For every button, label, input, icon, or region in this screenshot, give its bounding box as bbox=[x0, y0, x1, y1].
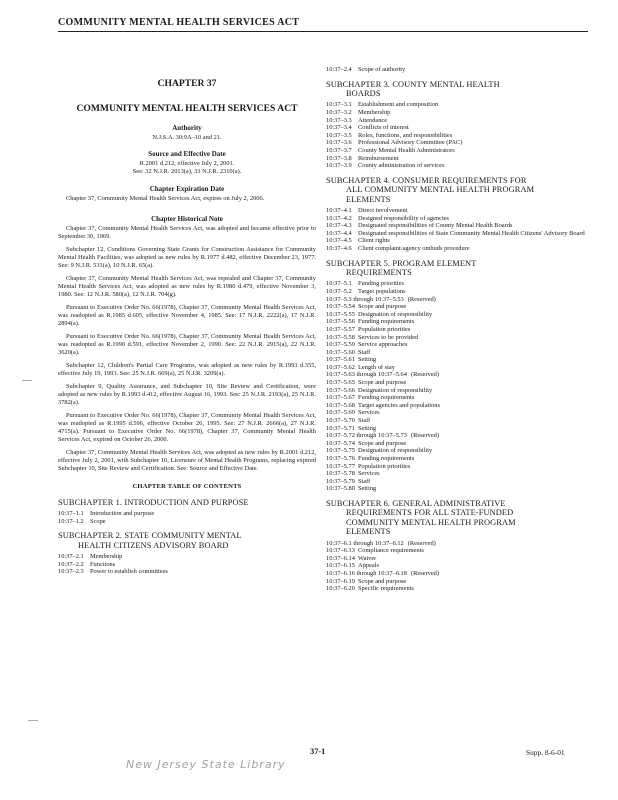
toc-entry-number: 10:37–5.54 bbox=[326, 303, 355, 311]
toc-entry bbox=[326, 463, 588, 471]
toc-entry bbox=[326, 470, 588, 478]
toc-entry bbox=[326, 318, 588, 326]
toc-entry-title: Designated responsibilities of County Mental Health Boards bbox=[358, 222, 513, 230]
toc-entry-title: Target agencies and populations bbox=[358, 401, 440, 409]
toc-entry bbox=[326, 379, 588, 387]
history-paragraph: Chapter 37, Community Mental Health Services Act, was adopted and became effective prior to September 30, 1969. bbox=[58, 224, 316, 240]
subchapter-5-title bbox=[326, 259, 588, 278]
toc-entry-number: 10:37–5.59 bbox=[326, 341, 355, 349]
source-line-2: See: 32 N.J.R. 2013(a), 33 N.J.R. 2310(a). bbox=[132, 168, 242, 176]
toc-entry-title: Funding requirements bbox=[358, 394, 415, 402]
toc-entry-title: Designed responsibility of agencies bbox=[358, 214, 450, 222]
toc-entry bbox=[326, 394, 588, 402]
toc-entry-title: Funding requirements bbox=[358, 318, 415, 326]
toc-entry bbox=[326, 215, 588, 223]
toc-entry bbox=[326, 432, 588, 440]
toc-entry-title: Services to be provided bbox=[358, 333, 419, 341]
chapter-title: COMMUNITY MENTAL HEALTH SERVICES ACT bbox=[76, 103, 298, 114]
toc-entry bbox=[58, 568, 316, 576]
expiration-text: Chapter 37, Community Mental Health Services Act, expires on July 2, 2006. bbox=[66, 194, 265, 202]
toc-entry-title: Designation of responsibility bbox=[358, 310, 433, 318]
subchapter-4-title bbox=[326, 176, 588, 204]
authority-text: N.J.S.A. 30:9A–10 and 21. bbox=[152, 134, 222, 141]
subchapter-5-title-line-1: SUBCHAPTER 5. PROGRAM ELEMENT bbox=[326, 258, 477, 268]
toc-entry bbox=[326, 578, 588, 586]
toc-entry-title: (Reserved) bbox=[410, 371, 439, 379]
toc-entry-number: 10:37–5.80 bbox=[326, 485, 355, 493]
toc-entry-title: County Mental Health Administrators bbox=[358, 146, 455, 154]
toc-entry-number: 10:37–2.1 bbox=[58, 553, 84, 561]
toc-entry-number: 10:37–3.2 bbox=[326, 109, 352, 116]
toc-entry-title: (Reserved) bbox=[407, 539, 436, 547]
toc-entry-title: Staff bbox=[358, 417, 371, 425]
toc-entry bbox=[326, 387, 588, 395]
toc-entry bbox=[326, 562, 588, 570]
toc-entry-number: 10:37–6.19 bbox=[326, 577, 355, 585]
toc-entry-number: 10:37–5.71 bbox=[326, 424, 355, 432]
subchapter-6-title-line-2: REQUIREMENTS FOR ALL STATE-FUNDED bbox=[346, 508, 514, 518]
subchapter-3-title-line-1: SUBCHAPTER 3. COUNTY MENTAL HEALTH bbox=[326, 79, 500, 89]
toc-entry-title: Compliance requirements bbox=[358, 547, 424, 555]
toc-entry-number: 10:37–3.4 bbox=[326, 124, 352, 132]
toc-entry-title: Funding requirements bbox=[358, 455, 415, 462]
toc-entry-number: 10:37–3.3 bbox=[326, 116, 352, 124]
toc-entry bbox=[58, 510, 316, 518]
left-column bbox=[58, 70, 316, 579]
toc-entry bbox=[58, 561, 316, 569]
toc-heading: CHAPTER TABLE OF CONTENTS bbox=[132, 482, 242, 490]
toc-entry-number: 10:37–5.62 bbox=[326, 363, 355, 371]
toc-entry-number: 10:37–5.74 bbox=[326, 439, 355, 447]
toc-entry bbox=[326, 555, 588, 563]
toc-entry-title: Scope and purpose bbox=[358, 303, 407, 311]
toc-entry-title: County administration of services bbox=[358, 162, 445, 170]
toc-entry-number: 10:37–5.68 bbox=[326, 401, 355, 409]
toc-entry-number: 10:37–6.13 bbox=[326, 547, 355, 555]
toc-entry-number: 10:37–5.2 bbox=[326, 287, 352, 295]
toc-entry-title: Membership bbox=[358, 109, 391, 116]
toc-entry bbox=[326, 585, 588, 593]
history-heading: Chapter Historical Note bbox=[151, 214, 223, 223]
running-header: COMMUNITY MENTAL HEALTH SERVICES ACT bbox=[58, 17, 588, 32]
toc-entry-title: (Reserved) bbox=[410, 432, 439, 440]
toc-entry-number: 10:37–2.4 bbox=[326, 66, 352, 73]
toc-entry-title: Roles, functions, and responsibilities bbox=[358, 131, 453, 139]
toc-entry-title: Staff bbox=[358, 477, 371, 485]
toc-entry-title: Scope and purpose bbox=[358, 577, 407, 585]
toc-entry-title: Population priorities bbox=[358, 325, 411, 333]
toc-entry-title: Power to establish committees bbox=[90, 568, 168, 576]
toc-entry-number: 10:37–5.63 through 10:37–5.64 bbox=[326, 371, 407, 379]
toc-entry-number: 10:37–5.65 bbox=[326, 379, 355, 387]
toc-entry bbox=[326, 485, 588, 493]
toc-entry-title: Professional Advisory Committee (PAC) bbox=[358, 139, 463, 147]
toc-entry-number: 10:37–5.67 bbox=[326, 394, 355, 402]
toc-entry-number: 10:37–4.5 bbox=[326, 237, 352, 245]
toc-entry bbox=[326, 447, 588, 455]
toc-entry-number: 10:37–3.8 bbox=[326, 154, 352, 162]
toc-entry-title: Setting bbox=[358, 356, 377, 364]
toc-entry-number: 10:37–5.60 bbox=[326, 348, 355, 356]
toc-entry bbox=[326, 296, 588, 304]
toc-entry bbox=[326, 409, 588, 417]
subchapter-4-title-line-2: ALL COMMUNITY MENTAL HEALTH PROGRAM bbox=[346, 185, 535, 195]
history-paragraph: Pursuant to Executive Order No. 66(1978), Chapter 37, Community Mental Health Services Act, was readopted as R.1985 d.605, effective November 4, 1985. See: 17 N.J.R. 2222(a), 17 N.J.R. 2894(a). bbox=[58, 303, 316, 327]
toc-entry-title: Designated responsibilities of State Community Mental Health Citizens' Advisory Board bbox=[358, 229, 585, 237]
toc-entry-title: Client rights bbox=[358, 237, 390, 245]
toc-entry-title: Setting bbox=[358, 485, 377, 493]
toc-entry bbox=[326, 303, 588, 311]
subchapter-1-title: SUBCHAPTER 1. INTRODUCTION AND PURPOSE bbox=[58, 497, 249, 507]
toc-entry-number: 10:37–5.77 bbox=[326, 462, 355, 470]
toc-entry-title: Scope of authority bbox=[358, 66, 406, 73]
toc-entry bbox=[326, 478, 588, 486]
subchapter-1-list bbox=[58, 510, 316, 525]
history-paragraph: Pursuant to Executive Order No. 66(1978), Chapter 37, Community Mental Health Services Act, was readopted as R.1995 d.596, effective October 26, 1995. See: 27 N.J.R. 2666(a), 27 N.J.R. 4715(a). Pursuant to Executive Order No. 66(1978), Chapter 37, Community Mental Health Services Act, expired on October 26, 2000. bbox=[58, 411, 316, 443]
authority-heading: Authority bbox=[172, 124, 202, 132]
toc-entry-number: 10:37–5.58 bbox=[326, 333, 355, 341]
toc-entry bbox=[326, 132, 588, 140]
subchapter-2-list bbox=[58, 553, 316, 576]
toc-entry-title: Scope and purpose bbox=[358, 379, 407, 387]
toc-entry-number: 10:37–5.70 bbox=[326, 417, 355, 425]
subchapter-6-title bbox=[326, 499, 588, 537]
toc-entry-title: Direct involvement bbox=[358, 206, 408, 214]
toc-entry-title: Designation of responsibility bbox=[358, 386, 433, 394]
toc-entry-title: Membership bbox=[90, 553, 123, 561]
toc-entry bbox=[58, 553, 316, 561]
toc-entry-title: Target populations bbox=[358, 287, 406, 295]
toc-entry-title: Client complaint/agency ombuds procedure bbox=[358, 244, 470, 252]
toc-entry bbox=[326, 101, 588, 109]
toc-entry bbox=[326, 311, 588, 319]
toc-entry-title: Staff bbox=[358, 348, 371, 356]
subchapter-5-title-line-2: REQUIREMENTS bbox=[346, 267, 412, 277]
toc-entry-number: 10:37–5.56 bbox=[326, 318, 355, 326]
source-text bbox=[58, 160, 316, 176]
subchapter-4-title-line-1: SUBCHAPTER 4. CONSUMER REQUIREMENTS FOR bbox=[326, 175, 527, 185]
toc-entry-number: 10:37–6.14 bbox=[326, 554, 355, 562]
toc-entry bbox=[326, 334, 588, 342]
subchapter-5-list bbox=[326, 280, 588, 493]
subchapter-6-title-line-3: COMMUNITY MENTAL HEALTH PROGRAM bbox=[346, 517, 516, 527]
toc-entry bbox=[326, 425, 588, 433]
toc-entry-title: Appeals bbox=[358, 562, 379, 570]
toc-entry-title: Service approaches bbox=[358, 341, 408, 349]
toc-entry bbox=[326, 417, 588, 425]
toc-entry-number: 10:37–5.72 through 10:37–5.73 bbox=[326, 432, 407, 440]
toc-entry-title: Scope bbox=[90, 517, 106, 525]
toc-entry-number: 10:37–6.20 bbox=[326, 585, 355, 593]
toc-entry-title: Specific requirements bbox=[358, 585, 414, 593]
toc-entry-number: 10:37–5.61 bbox=[326, 356, 355, 364]
toc-entry-title: Scope and purpose bbox=[358, 439, 407, 447]
toc-entry bbox=[326, 402, 588, 410]
toc-entry-number: 10:37–5.57 bbox=[326, 325, 355, 333]
toc-entry-number: 10:37–5.66 bbox=[326, 386, 355, 394]
source-line-1: R.2001 d.212, effective July 2, 2001. bbox=[139, 160, 235, 168]
toc-entry-title: Introduction and purpose bbox=[90, 510, 155, 518]
subchapter-2-title-line-1: SUBCHAPTER 2. STATE COMMUNITY MENTAL bbox=[58, 531, 242, 541]
toc-entry bbox=[326, 455, 588, 463]
toc-entry bbox=[326, 547, 588, 555]
toc-entry-number: 10:37–3.5 bbox=[326, 131, 352, 139]
right-column bbox=[326, 66, 588, 596]
toc-entry-number: 10:37–3.6 bbox=[326, 139, 352, 147]
toc-entry-number: 10:37–4.2 bbox=[326, 214, 352, 222]
subchapter-6-title-line-4: ELEMENTS bbox=[346, 527, 391, 537]
toc-entry bbox=[326, 222, 588, 230]
toc-entry-number: 10:37–4.3 bbox=[326, 222, 352, 230]
toc-entry bbox=[326, 440, 588, 448]
toc-entry bbox=[326, 341, 588, 349]
toc-entry-title: (Reserved) bbox=[410, 569, 439, 577]
toc-entry-title: Population priorities bbox=[358, 462, 411, 470]
toc-entry-title: (Reserved) bbox=[407, 295, 436, 303]
toc-entry-number: 10:37–4.1 bbox=[326, 206, 352, 214]
source-heading: Source and Effective Date bbox=[148, 150, 226, 159]
toc-entry bbox=[326, 124, 588, 132]
chapter-number: CHAPTER 37 bbox=[157, 78, 217, 89]
toc-entry-title: Designation of responsibility bbox=[358, 447, 433, 455]
toc-entry bbox=[326, 139, 588, 147]
toc-entry-number: 10:37–5.55 bbox=[326, 310, 355, 318]
subchapter-4-list bbox=[326, 207, 588, 253]
toc-entry bbox=[326, 117, 588, 125]
subchapter-2-list-continued bbox=[326, 66, 588, 74]
toc-entry-number: 10:37–5.78 bbox=[326, 470, 355, 478]
subchapter-3-list bbox=[326, 101, 588, 169]
toc-entry bbox=[326, 326, 588, 334]
toc-entry-title: Functions bbox=[90, 560, 116, 568]
toc-entry bbox=[326, 155, 588, 163]
toc-entry bbox=[326, 230, 588, 238]
toc-entry-number: 10:37–5.69 bbox=[326, 409, 355, 417]
page-number: 37-1 bbox=[310, 747, 326, 756]
toc-entry bbox=[58, 518, 316, 526]
toc-entry-number: 10:37–4.6 bbox=[326, 244, 352, 252]
toc-entry-number: 10:37–1.1 bbox=[58, 510, 84, 518]
toc-entry-title: Conflicts of interest bbox=[358, 124, 409, 132]
subchapter-3-title-line-2: BOARDS bbox=[346, 89, 381, 98]
toc-entry-number: 10:37–6.16 through 10:37–6.18 bbox=[326, 569, 407, 577]
toc-entry bbox=[326, 280, 588, 288]
toc-entry bbox=[326, 540, 588, 548]
toc-entry-number: 10:37–6.1 through 10:37–6.12 bbox=[326, 539, 404, 547]
toc-entry bbox=[326, 349, 588, 357]
toc-entry-title: Establishment and composition bbox=[358, 101, 439, 109]
margin-mark bbox=[22, 380, 32, 381]
toc-entry-title: Length of stay bbox=[358, 363, 395, 371]
toc-entry-number: 10:37–6.15 bbox=[326, 562, 355, 570]
toc-entry-number: 10:37–4.4 bbox=[326, 229, 352, 237]
toc-entry-number: 10:37–2.2 bbox=[58, 560, 84, 568]
toc-entry-title: Attendance bbox=[358, 116, 388, 124]
toc-entry bbox=[326, 147, 588, 155]
toc-entry-number: 10:37–5.75 bbox=[326, 447, 355, 455]
history-paragraph: Chapter 37, Community Mental Health Services Act, was adopted as new rules by R.2001 d.212, effective July 2, 2001, with Subchapter 10, Licensure of Mental Health Programs, replacing expired Subchapter 10, Site Review and Certification. See: Source and Effective Date. bbox=[58, 448, 316, 472]
toc-entry bbox=[326, 288, 588, 296]
toc-entry bbox=[326, 570, 588, 578]
toc-entry-number: 10:37–5.3 through 10:37–5.53 bbox=[326, 295, 404, 303]
history-paragraph: Subchapter 12, Conditions Governing State Grants for Construction Assistance for Community Mental Health Facilities, was adopted as new rules by R.1977 d.482, effective December 23, 1977. See: 9 N.J.R. 531(a), 10 N.J.R. 65(a). bbox=[58, 245, 316, 269]
toc-entry-number: 10:37–2.3 bbox=[58, 568, 84, 576]
subchapter-6-list bbox=[326, 540, 588, 593]
toc-entry-title: Setting bbox=[358, 424, 377, 432]
subchapter-3-title bbox=[326, 80, 588, 99]
toc-entry bbox=[326, 237, 588, 245]
toc-entry bbox=[326, 245, 588, 253]
toc-entry-title: Reimbursement bbox=[358, 154, 399, 162]
toc-entry bbox=[326, 207, 588, 215]
toc-entry bbox=[326, 371, 588, 379]
toc-entry-number: 10:37–3.9 bbox=[326, 162, 352, 170]
library-stamp: New Jersey State Library bbox=[126, 758, 286, 771]
toc-entry-title: Funding priorities bbox=[358, 280, 404, 288]
history-paragraph: Chapter 37, Community Mental Health Services Act, was repealed and Chapter 37, Community Mental Health Services Act, was adopted as new rules by R.1980 d.479, effective November 3, 1980. See: 12 N.J.R. 580(a), 12 N.J.R. 704(g). bbox=[58, 274, 316, 298]
subchapter-2-title bbox=[58, 531, 316, 550]
toc-entry-title: Services bbox=[358, 409, 380, 417]
supplement-date: Supp. 8-6-01 bbox=[526, 748, 565, 757]
history-paragraph: Subchapter 9, Quality Assurance, and Subchapter 10, Site Review and Certification, were adopted as new rules by R.1993 d.412, effective August 16, 1993. See: 25 N.J.R. 2193(a), 25 N.J.R. 3782(a). bbox=[58, 382, 316, 406]
margin-mark bbox=[28, 720, 38, 721]
toc-entry-number: 10:37–5.1 bbox=[326, 280, 352, 288]
toc-entry bbox=[326, 364, 588, 372]
toc-entry bbox=[326, 356, 588, 364]
subchapter-6-title-line-1: SUBCHAPTER 6. GENERAL ADMINISTRATIVE bbox=[326, 498, 506, 508]
toc-entry-title: Waiver bbox=[358, 554, 377, 562]
history-paragraph: Subchapter 12, Children's Partial Care Programs, was adopted as new rules by R.1993 d.355, effective July 19, 1993. See: 25 N.J.R. 669(a), 25 N.J.R. 3209(a). bbox=[58, 361, 316, 377]
toc-entry-number: 10:37–5.76 bbox=[326, 455, 355, 462]
toc-entry bbox=[326, 66, 588, 74]
toc-entry-number: 10:37–3.1 bbox=[326, 101, 352, 109]
expiration-heading: Chapter Expiration Date bbox=[149, 184, 225, 193]
toc-entry-number: 10:37–1.2 bbox=[58, 517, 84, 525]
subchapter-2-title-line-2: HEALTH CITIZENS ADVISORY BOARD bbox=[78, 540, 229, 550]
subchapter-4-title-line-3: ELEMENTS bbox=[346, 194, 391, 204]
toc-entry bbox=[326, 162, 588, 170]
toc-entry-title: Services bbox=[358, 470, 380, 478]
toc-entry-number: 10:37–5.79 bbox=[326, 477, 355, 485]
toc-entry-number: 10:37–3.7 bbox=[326, 146, 352, 154]
toc-entry bbox=[326, 109, 588, 117]
history-paragraph: Pursuant to Executive Order No. 66(1978), Chapter 37, Community Mental Health Services Act, was readopted as R.1990 d.591, effective November 2, 1990. See: 22 N.J.R. 2915(a), 22 N.J.R. 3620(a). bbox=[58, 332, 316, 356]
